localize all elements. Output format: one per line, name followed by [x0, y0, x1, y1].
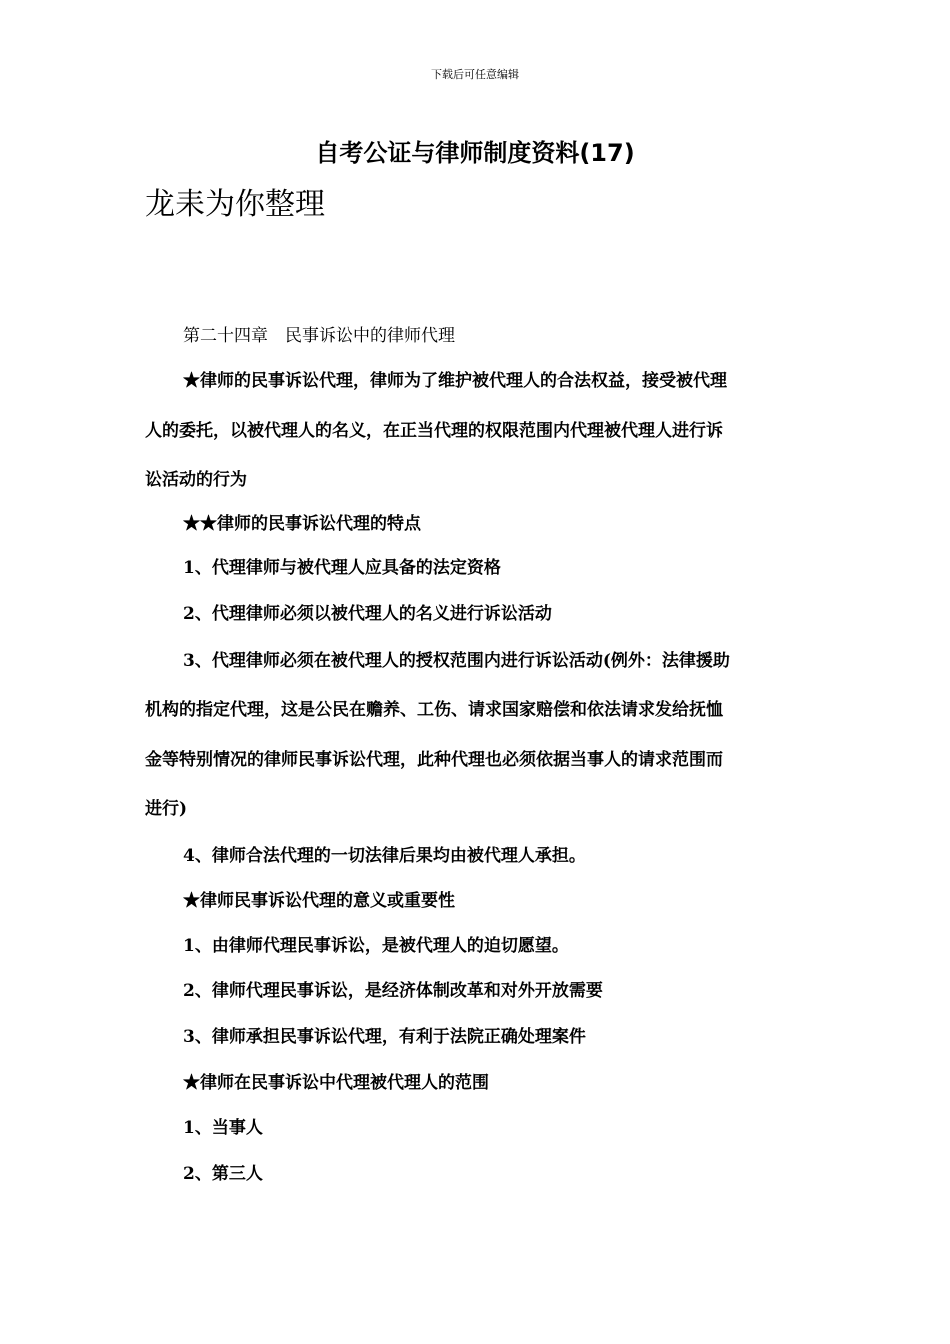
list-item: 3、律师承担民事诉讼代理，有利于法院正确处理案件 — [183, 1027, 586, 1047]
section-heading: ★★律师的民事诉讼代理的特点 — [183, 514, 421, 534]
paragraph-line: 进行) — [145, 799, 188, 819]
list-item: 2、第三人 — [183, 1164, 263, 1184]
paragraph-line: 人的委托，以被代理人的名义，在正当代理的权限范围内代理被代理人进行诉 — [145, 421, 723, 441]
document-subtitle: 龙耒为你整理 — [145, 187, 325, 222]
document-title: 自考公证与律师制度资料(17) — [315, 139, 635, 167]
list-item: 1、代理律师与被代理人应具备的法定资格 — [183, 558, 501, 578]
list-item: 2、代理律师必须以被代理人的名义进行诉讼活动 — [183, 604, 552, 624]
list-item: 2、律师代理民事诉讼，是经济体制改革和对外开放需要 — [183, 981, 603, 1001]
paragraph-line: ★律师的民事诉讼代理，律师为了维护被代理人的合法权益，接受被代理 — [183, 371, 727, 391]
list-item: 1、当事人 — [183, 1118, 263, 1138]
list-item: 1、由律师代理民事诉讼，是被代理人的迫切愿望。 — [183, 936, 569, 956]
chapter-heading: 第二十四章 民事诉讼中的律师代理 — [183, 326, 455, 346]
header-note: 下载后可任意编辑 — [431, 68, 519, 81]
section-heading: ★律师在民事诉讼中代理被代理人的范围 — [183, 1073, 489, 1093]
list-item: 3、代理律师必须在被代理人的授权范围内进行诉讼活动(例外：法律援助 — [183, 651, 730, 671]
paragraph-line: 金等特别情况的律师民事诉讼代理，此种代理也必须依据当事人的请求范围而 — [145, 750, 723, 770]
paragraph-line: 讼活动的行为 — [145, 470, 247, 490]
paragraph-line: 机构的指定代理，这是公民在赡养、工伤、请求国家赔偿和依法请求发给抚恤 — [145, 700, 723, 720]
section-heading: ★律师民事诉讼代理的意义或重要性 — [183, 891, 455, 911]
list-item: 4、律师合法代理的一切法律后果均由被代理人承担。 — [183, 846, 586, 866]
